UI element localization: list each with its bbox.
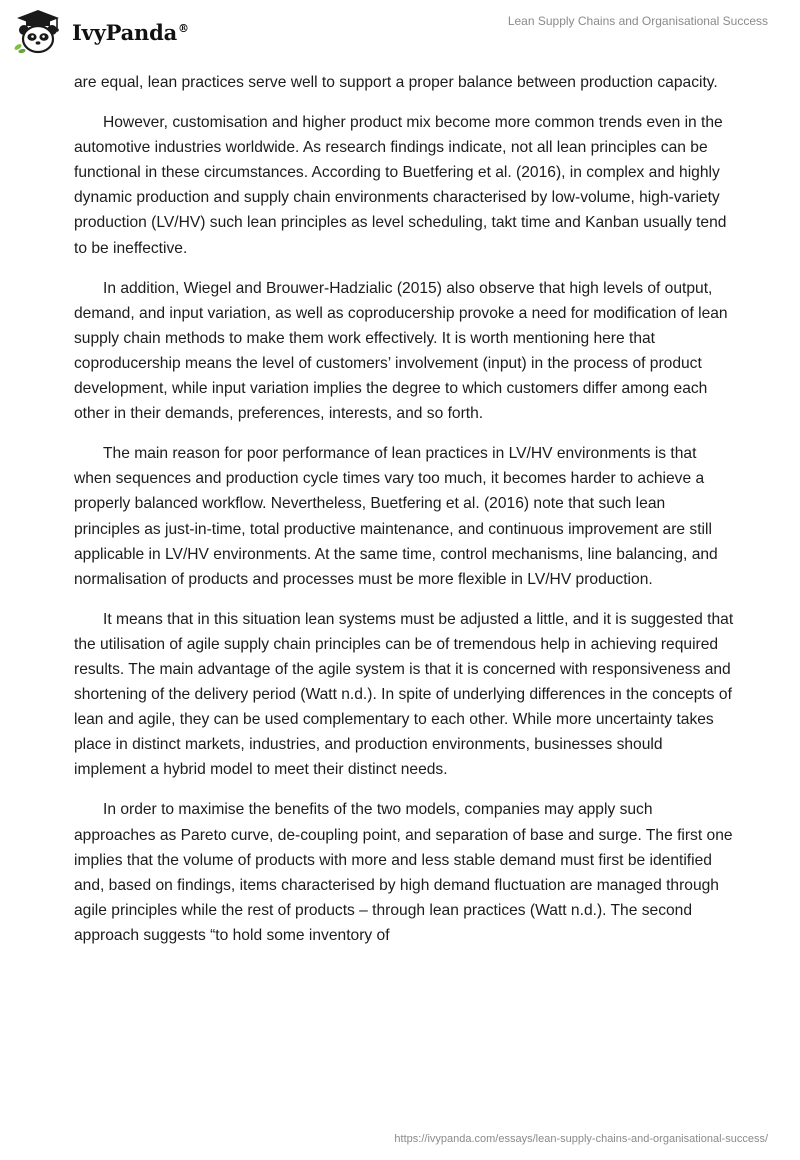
paragraph: The main reason for poor performance of lean practices in LV/HV environments is that when sequences and production cycle times vary too much, it becomes harder to achieve a properly balanced workflow. Nevertheless, Buetfering et al. (2016) note that such lean principles as just-in-time, total productive maintenance, and continuous improvement are still applicable in LV/HV environments. At the same time, control mechanisms, line balancing, and normalisation of products and processes must be more flexible in LV/HV production. [74, 445, 718, 588]
source-url[interactable]: https://ivypanda.com/essays/lean-supply-chains-and-organisational-success/ [394, 1133, 768, 1145]
ivypanda-logo[interactable] [12, 9, 189, 55]
paragraph: It means that in this situation lean systems must be adjusted a little, and it is suggested that the utilisation of agile supply chain principles can be of tremendous help in achieving required results. The main advantage of the agile system is that it is concerned with responsiveness and shortening of the delivery period (Watt n.d.). In spite of underlying differences in the concepts of lean and agile, they can be used complementary to each other. While more uncertainty takes place in distinct markets, industries, and production environments, businesses should implement a hybrid model to meet their distinct needs. [74, 610, 734, 779]
paragraph: are equal, lean practices serve well to support a proper balance between production capacity. [74, 74, 718, 91]
paragraph: However, customisation and higher product mix become more common trends even in the automotive industries worldwide. As research findings indicate, not all lean principles can be functional in these circumstances. According to Buetfering et al. (2016), in complex and highly dynamic production and supply chain environments characterised by low-volume, high-variety production (LV/HV) such lean principles as level scheduling, takt time and Kanban usually tend to be ineffective. [74, 114, 727, 257]
essay-body [74, 70, 734, 963]
logo-text: IvyPanda® [72, 19, 189, 45]
document-title: Lean Supply Chains and Organisational Success [507, 14, 768, 28]
paragraph: In addition, Wiegel and Brouwer-Hadzialic (2015) also observe that high levels of output, demand, and input variation, as well as coproducership provoke a need for modification of lean supply chain methods to make them work effectively. It is worth mentioning here that coproducership means the level of customers’ involvement (input) in the process of product development, while input variation implies the degree to which customers differ among each other in their demands, preferences, interests, and so forth. [74, 279, 728, 423]
page-header [0, 0, 800, 70]
paragraph: In order to maximise the benefits of the two models, companies may apply such approaches as Pareto curve, de-coupling point, and separation of base and surge. The first one implies that the volume of products with more and less stable demand must first be identified and, based on findings, items characterised by high demand fluctuation are managed through agile principles while the rest of products – through lean practices (Watt n.d.). The second approach suggests “to hold some inventory of [74, 801, 733, 944]
panda-graduate-icon [12, 9, 64, 55]
